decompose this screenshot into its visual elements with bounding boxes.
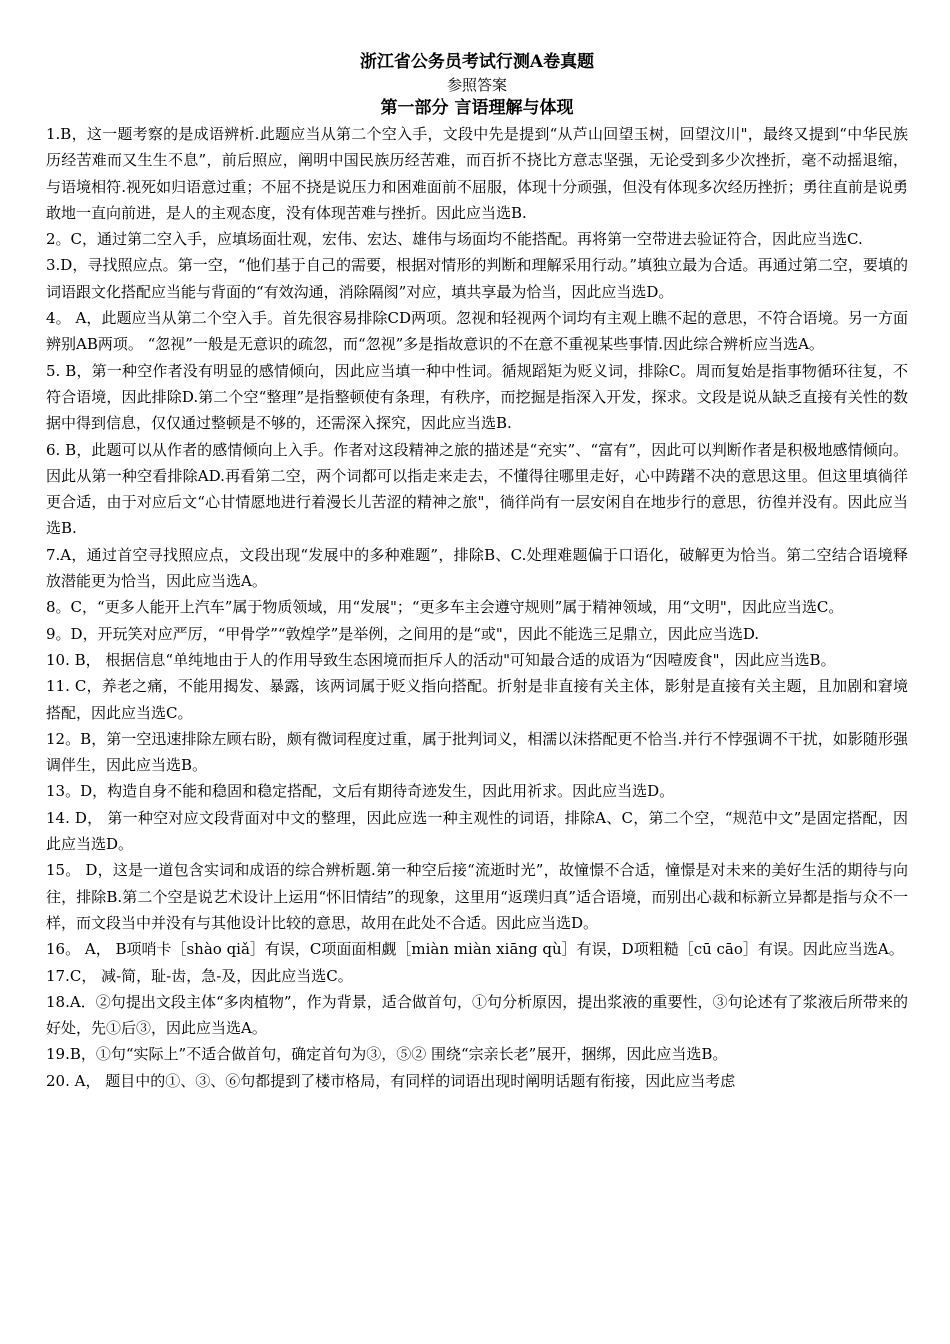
section-heading: 第一部分 言语理解与体现 (380, 98, 574, 118)
answer-item-5: 5. B，第一种空作者没有明显的感情倾向，因此应当填一种中性词。循规蹈矩为贬义词，排除C。周而复始是指事物循环往复，不符合语境，因此排除D.第二个空“整理”是指整顿使有条理，有秩序，而挖掘是指深入开发，探求。文段是说从缺乏直接有关性的数据中得到信息，仅仅通过整顿是不够的，还需深入探究，因此应当选B. (46, 361, 908, 433)
document-title: 浙江省公务员考试行测A卷真题 (359, 52, 595, 72)
answer-document (46, 50, 908, 1094)
answer-item-2: 2。C，通过第二空入手，应填场面壮观，宏伟、宏达、雄伟与场面均不能搭配。再将第一空带进去验证符合，因此应当选C. (46, 230, 863, 249)
document-subtitle: 参照答案 (446, 76, 507, 94)
answer-item-12: 12。B，第一空迅速排除左顾右盼，颇有微词程度过重，属于批判词义，相濡以沫搭配更不恰当.并行不悖强调不干扰，如影随形强调伴生，因此应当选B。 (46, 729, 908, 775)
answer-item-6: 6. B，此题可以从作者的感情倾向上入手。作者对这段精神之旅的描述是“充实”、“富有”，因此可以判断作者是积极地感情倾向。因此从第一种空看排除AD.再看第二空，两个词都可以指走来走去，不懂得往哪里走好，心中踌躇不决的意思这里。但这里填徜徉更合适，由于对应后文“心甘情愿地进行着漫长儿苦涩的精神之旅"，徜徉尚有一层安闲自在地步行的意思，彷徨并没有。因此应当选B. (46, 440, 908, 538)
answer-list (46, 121, 908, 1094)
answer-item-18: 18.A．②句提出文段主体“多肉植物”，作为背景，适合做首句，①句分析原因，提出浆液的重要性，③句论述有了浆液后所带来的好处，先①后③，因此应当选A。 (46, 992, 908, 1038)
answer-item-8: 8。C，“更多人能开上汽车”属于物质领域，用“发展"；“更多车主会遵守规则”属于精神领域，用“文明"，因此应当选C。 (46, 598, 844, 617)
answer-item-9: 9。D，开玩笑对应严厉，“甲骨学”“敦煌学”是举例，之间用的是“或"，因此不能选三足鼎立，因此应当选D. (46, 624, 760, 643)
answer-item-4: 4。 A，此题应当从第二个空入手。首先很容易排除CD两项。忽视和轻视两个词均有主观上瞧不起的意思，不符合语境。另一方面辨别AB两项。 “忽视”一般是无意识的疏忽，而“忽视”多是指故意识的不在意不重视某些事情.因此综合辨析应当选A。 (46, 309, 908, 354)
answer-item-17: 17.C， 减-简，耻-齿，急-及，因此应当选C。 (46, 966, 353, 985)
answer-item-13: 13。D，构造自身不能和稳固和稳定搭配，文后有期待奇迹发生，因此用祈求。因此应当选D。 (46, 782, 675, 801)
answer-item-1: 1.B，这一题考察的是成语辨析.此题应当从第二个空入手，文段中先是提到“从芦山回望玉树，回望汶川"，最终又提到“中华民族历经苦难而又生生不息”，前后照应，阐明中国民族历经苦难，而百折不挠比方意志坚强，无论受到多少次挫折，毫不动摇退缩，与语境相符.视死如归语意过重；不屈不挠是说压力和困难面前不屈服，体现十分顽强，但没有体现多次经历挫折；勇往直前是说勇敢地一直向前进，是人的主观态度，没有体现苦难与挫折。因此应当选B. (46, 125, 908, 222)
answer-item-11: 11. C，养老之痛，不能用揭发、暴露，该两词属于贬义指向搭配。折射是非直接有关主体，影射是直接有关主题，且加剧和窘境搭配，因此应当选C。 (46, 677, 908, 722)
answer-item-20: 20. A， 题目中的①、③、⑥句都提到了楼市格局，有同样的词语出现时阐明话题有衔接，因此应当考虑 (46, 1071, 736, 1090)
answer-item-19: 19.B，①句“实际上”不适合做首句，确定首句为③，⑤② 围绕“宗亲长老”展开，捆绑，因此应当选B。 (46, 1045, 728, 1064)
answer-item-16: 16。 A， B项哨卡［shào qiǎ］有误，C项面面相觑［miàn miàn xiāng qù］有误，D项粗糙［cū cāo］有误。因此应当选A。 (46, 940, 904, 959)
answer-item-15: 15。 D，这是一道包含实词和成语的综合辨析题.第一种空后接“流逝时光”，故憧憬不合适，憧憬是对未来的美好生活的期待与向往，排除B.第二个空是说艺术设计上运用“怀旧情结”的现象，这里用“返璞归真”适合语境，而别出心裁和标新立异都是指与众不一样，而文段当中并没有与其他设计比较的意思，故用在此处不合适。因此应当选D。 (46, 861, 908, 932)
answer-item-7: 7.A，通过首空寻找照应点，文段出现“发展中的多种难题”，排除B、C.处理难题偏于口语化，破解更为恰当。第二空结合语境释放潜能更为恰当，因此应当选A。 (46, 545, 908, 591)
answer-item-3: 3.D，寻找照应点。第一空，“他们基于自己的需要，根据对情形的判断和理解采用行动。”填独立最为合适。再通过第二空，要填的词语跟文化搭配应当能与背面的“有效沟通，消除隔阂”对应，填共享最为恰当，因此应当选D。 (46, 256, 908, 301)
answer-item-14: 14. D， 第一种空对应文段背面对中文的整理，因此应选一种主观性的词语，排除A、C，第二个空，“规范中文”是固定搭配，因此应当选D。 (46, 808, 908, 854)
answer-item-10: 10. B， 根据信息“单纯地由于人的作用导致生态困境而拒斥人的活动"可知最合适的成语为“因噎废食"，因此应当选B。 (46, 650, 836, 669)
